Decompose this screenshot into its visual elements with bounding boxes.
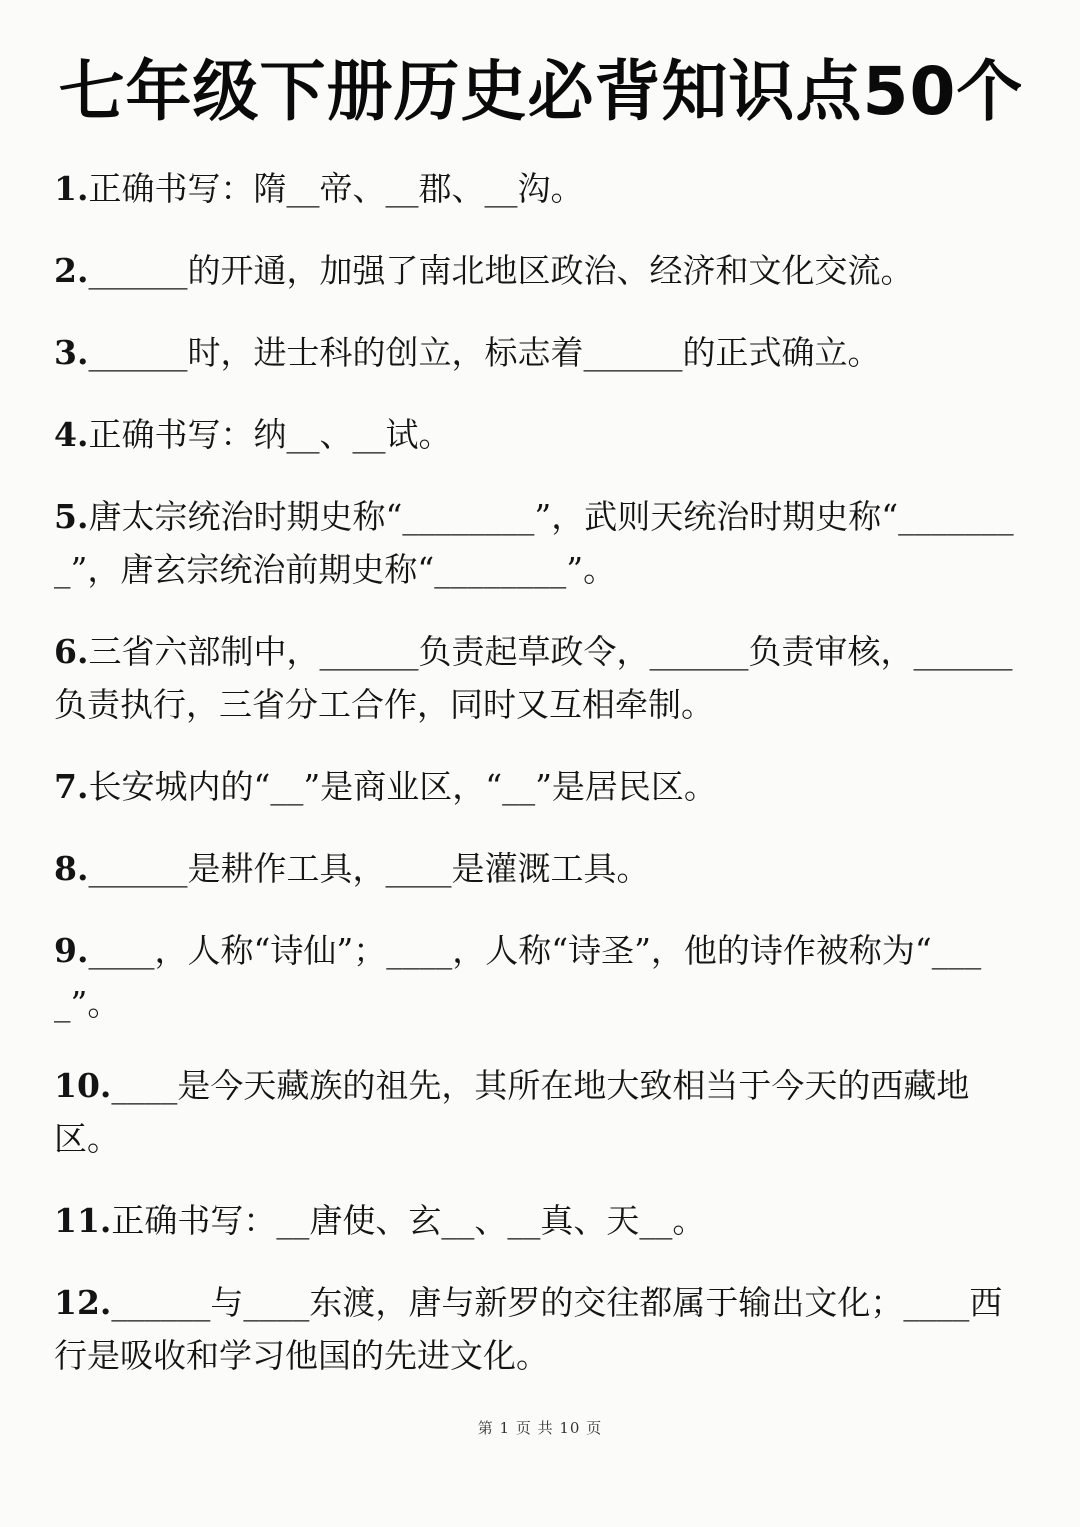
question-item-12 xyxy=(54,1276,1028,1382)
question-text: 三省六部制中，______负责起草政令，______负责审核，______负责执行，三省分工合作，同时又互相牵制。 xyxy=(54,632,1013,724)
question-item-2 xyxy=(54,244,1028,297)
question-text: 长安城内的“__”是商业区，“__”是居民区。 xyxy=(88,767,717,806)
question-text: ____是今天藏族的祖先，其所在地大致相当于今天的西藏地区。 xyxy=(54,1066,970,1158)
question-item-8 xyxy=(54,842,1028,895)
question-text: ____，人称“诗仙”；____，人称“诗圣”，他的诗作被称为“____”。 xyxy=(54,931,982,1023)
question-text: 正确书写：隋__帝、__郡、__沟。 xyxy=(88,169,584,208)
question-text: 正确书写：__唐使、玄__、__真、天__。 xyxy=(111,1201,706,1240)
question-item-1 xyxy=(54,162,1028,215)
question-item-11 xyxy=(54,1194,1028,1247)
question-text: ______的开通，加强了南北地区政治、经济和文化交流。 xyxy=(88,251,914,290)
question-number: 2. xyxy=(54,251,89,290)
question-text: ______时，进士科的创立，标志着______的正式确立。 xyxy=(88,333,881,372)
question-item-6 xyxy=(54,625,1028,731)
question-item-10 xyxy=(54,1059,1028,1165)
page-footer: 第 1 页 共 10 页 xyxy=(477,1419,603,1437)
question-number: 12. xyxy=(54,1283,112,1322)
question-text: ______是耕作工具，____是灌溉工具。 xyxy=(88,849,650,888)
question-item-7 xyxy=(54,760,1028,813)
question-item-4 xyxy=(54,408,1028,461)
question-number: 6. xyxy=(54,632,89,671)
question-number: 5. xyxy=(54,497,89,536)
page-title: 七年级下册历史必背知识点50个 xyxy=(58,53,1024,130)
question-text: 正确书写：纳__、__试。 xyxy=(88,415,452,454)
question-number: 10. xyxy=(54,1066,112,1105)
question-number: 1. xyxy=(54,169,89,208)
question-item-9 xyxy=(54,924,1028,1030)
question-text: ______与____东渡，唐与新罗的交往都属于输出文化；____西行是吸收和学习他国的先进文化。 xyxy=(54,1283,1003,1375)
question-number: 4. xyxy=(54,415,89,454)
question-number: 8. xyxy=(54,849,89,888)
question-number: 7. xyxy=(54,767,89,806)
question-number: 11. xyxy=(54,1201,112,1240)
question-text: 唐太宗统治时期史称“________”，武则天统治时期史称“________”，唐玄宗统治前期史称“________”。 xyxy=(54,497,1014,589)
question-number: 3. xyxy=(54,333,89,372)
question-number: 9. xyxy=(54,931,89,970)
question-list xyxy=(54,162,1028,1382)
question-item-3 xyxy=(54,326,1028,379)
question-item-5 xyxy=(54,490,1028,596)
